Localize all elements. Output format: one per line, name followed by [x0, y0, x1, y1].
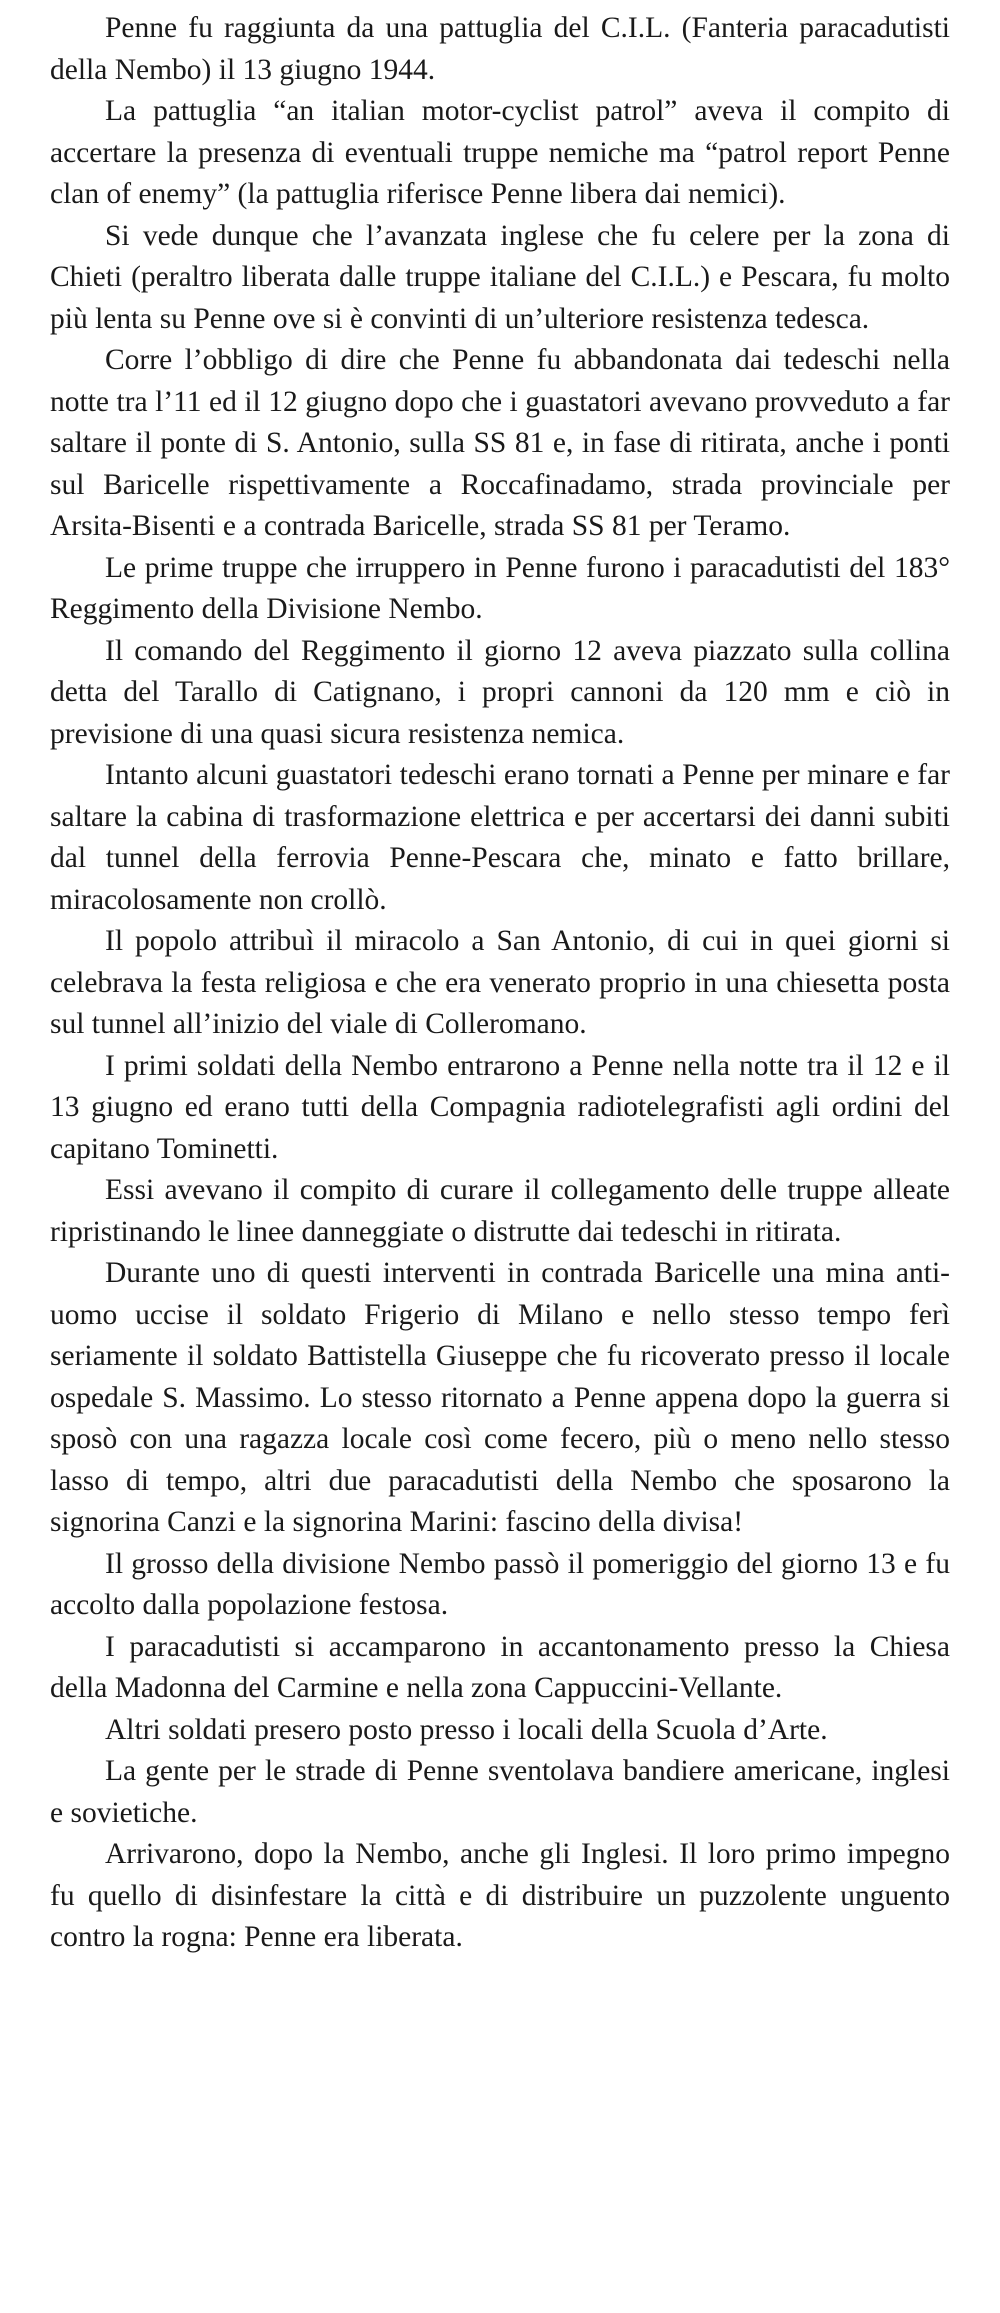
document-page [50, 8, 950, 1959]
paragraph-7: Intanto alcuni guastatori tedeschi erano tornati a Penne per minare e far saltare la cabina di trasformazione elettrica e per accertarsi dei danni subiti dal tunnel della ferrovia Penne-Pescara che, minato e fatto brillare, miracolosamente non crollò. [50, 759, 950, 916]
paragraph-11: Durante uno di questi interventi in contrada Baricelle una mina anti-uomo uccise il soldato Frigerio di Milano e nello stesso tempo ferì seriamente il soldato Battistella Giuseppe che fu ricoverato presso il locale ospedale S. Massimo. Lo stesso ritornato a Penne appena dopo la guerra si sposò con una ragazza locale così come fecero, più o meno nello stesso lasso di tempo, altri due paracadutisti della Nembo che sposarono la signorina Canzi e la signorina Marini: fascino della divisa! [50, 1257, 950, 1538]
paragraph-2: La pattuglia “an italian motor-cyclist patrol” aveva il compito di accertare la presenza di eventuali truppe nemiche ma “patrol report Penne clan of enemy” (la pattuglia riferisce Penne libera dai nemici). [50, 95, 950, 210]
paragraph-8: Il popolo attribuì il miracolo a San Antonio, di cui in quei giorni si celebrava la festa religiosa e che era venerato proprio in una chiesetta posta sul tunnel all’inizio del viale di Colleromano. [50, 925, 950, 1040]
paragraph-16: Arrivarono, dopo la Nembo, anche gli Inglesi. Il loro primo impegno fu quello di disinfestare la città e di distribuire un puzzolente unguento contro la rogna: Penne era liberata. [50, 1838, 950, 1953]
paragraph-5: Le prime truppe che irruppero in Penne furono i paracadutisti del 183° Reggimento della Divisione Nembo. [50, 551, 950, 625]
paragraph-12: Il grosso della divisione Nembo passò il pomeriggio del giorno 13 e fu accolto dalla popolazione festosa. [50, 1547, 950, 1621]
paragraph-3: Si vede dunque che l’avanzata inglese che fu celere per la zona di Chieti (peraltro liberata dalle truppe italiane del C.I.L.) e Pescara, fu molto più lenta su Penne ove si è convinti di un’ulteriore resistenza tedesca. [50, 219, 950, 335]
paragraph-1: Penne fu raggiunta da una pattuglia del C.I.L. (Fanteria paracadutisti della Nembo) il 13 giugno 1944. [50, 12, 950, 86]
paragraph-10: Essi avevano il compito di curare il collegamento delle truppe alleate ripristinando le linee danneggiate o distrutte dai tedeschi in ritirata. [50, 1174, 950, 1248]
paragraph-13: I paracadutisti si accamparono in accantonamento presso la Chiesa della Madonna del Carmine e nella zona Cappuccini-Vellante. [50, 1630, 950, 1704]
paragraph-6: Il comando del Reggimento il giorno 12 aveva piazzato sulla collina detta del Tarallo di Catignano, i propri cannoni da 120 mm e ciò in previsione di una quasi sicura resistenza nemica. [50, 634, 950, 750]
paragraph-9: I primi soldati della Nembo entrarono a Penne nella notte tra il 12 e il 13 giugno ed erano tutti della Compagnia radiotelegrafisti agli ordini del capitano Tominetti. [50, 1049, 950, 1165]
paragraph-14: Altri soldati presero posto presso i locali della Scuola d’Arte. [105, 1713, 828, 1746]
paragraph-4: Corre l’obbligo di dire che Penne fu abbandonata dai tedeschi nella notte tra l’11 ed il 12 giugno dopo che i guastatori avevano provveduto a far saltare il ponte di S. Antonio, sulla SS 81 e, in fase di ritirata, anche i ponti sul Baricelle rispettivamente a Roccafinadamo, strada provinciale per Arsita-Bisenti e a contrada Baricelle, strada SS 81 per Teramo. [50, 344, 950, 542]
paragraph-15: La gente per le strade di Penne sventolava bandiere americane, inglesi e sovietiche. [50, 1755, 950, 1829]
